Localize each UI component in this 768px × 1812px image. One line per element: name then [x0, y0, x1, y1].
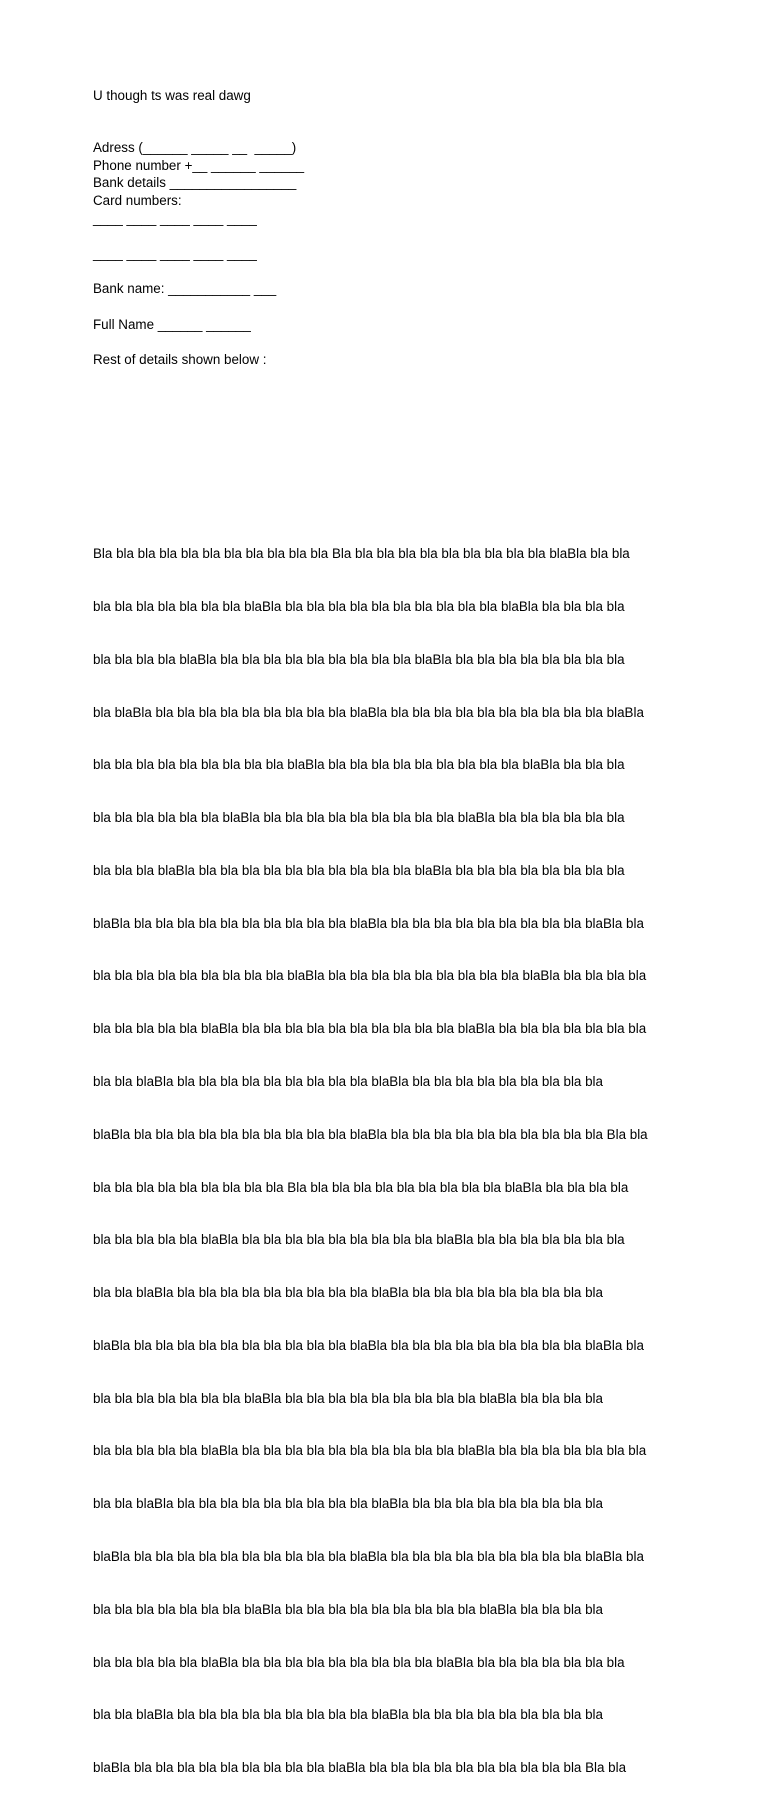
body-line: bla bla blaBla bla bla bla bla bla bla bla bla bla blaBla bla bla bla bla bla bla bla bla bla	[93, 1707, 603, 1723]
body-line: bla bla blaBla bla bla bla bla bla bla bla bla bla blaBla bla bla bla bla bla bla bla bla bla	[93, 1074, 603, 1089]
bank-details-line: Bank details _________________	[93, 175, 297, 190]
document-title: U though ts was real dawg	[93, 88, 251, 103]
filler-text-block	[93, 510, 648, 1812]
body-line: blaBla bla bla bla bla bla bla bla bla bla blaBla bla bla bla bla bla bla bla bla bla bla Bla bla	[93, 1760, 627, 1776]
body-line: bla bla bla bla bla blaBla bla bla bla bla bla bla bla bla bla bla blaBla bla bla bla bla bla bla bla	[93, 1443, 647, 1459]
body-line: bla bla bla bla bla bla bla bla bla Bla bla bla bla bla bla bla bla bla bla blaBla bla bla bla bla	[93, 1179, 629, 1195]
body-line: bla bla bla bla bla blaBla bla bla bla bla bla bla bla bla bla bla blaBla bla bla bla bla bla bla bla	[93, 1021, 647, 1037]
body-line: bla bla bla bla bla bla bla bla bla blaBla bla bla bla bla bla bla bla bla bla blaBla bla bla bla	[93, 757, 625, 773]
body-line: bla bla blaBla bla bla bla bla bla bla bla bla bla blaBla bla bla bla bla bla bla bla bla bla	[93, 1285, 603, 1301]
body-line: blaBla bla bla bla bla bla bla bla bla bla bla blaBla bla bla bla bla bla bla bla bla bla blaBla bla	[93, 915, 644, 931]
body-line: bla bla bla bla bla bla bla blaBla bla bla bla bla bla bla bla bla bla bla blaBla bla bla bla bla	[93, 598, 625, 614]
body-line: bla bla bla bla bla blaBla bla bla bla bla bla bla bla bla bla blaBla bla bla bla bla bla bla bla	[93, 1232, 625, 1248]
full-name-line: Full Name ______ ______	[93, 317, 251, 332]
body-line: blaBla bla bla bla bla bla bla bla bla bla bla blaBla bla bla bla bla bla bla bla bla bla blaBla bla	[93, 1337, 644, 1353]
body-line: bla bla bla bla bla bla bla blaBla bla bla bla bla bla bla bla bla bla blaBla bla bla bla bla	[93, 1390, 603, 1406]
bank-name-line: Bank name: ___________ ___	[93, 281, 277, 296]
rest-of-details-note: Rest of details shown below :	[93, 352, 267, 367]
body-line: bla blaBla bla bla bla bla bla bla bla bla bla blaBla bla bla bla bla bla bla bla bla bla bla blaBla	[93, 704, 644, 720]
body-line: bla bla bla blaBla bla bla bla bla bla bla bla bla bla bla blaBla bla bla bla bla bla bla bla bla	[93, 862, 625, 878]
body-line: bla bla bla bla bla bla bla bla bla blaBla bla bla bla bla bla bla bla bla bla blaBla bla bla bla bla	[93, 968, 647, 984]
body-line: blaBla bla bla bla bla bla bla bla bla bla bla blaBla bla bla bla bla bla bla bla bla bla bla Bla bla	[93, 1126, 648, 1142]
card-number-line-2: ____ ____ ____ ____ ____	[93, 246, 257, 261]
body-line: bla bla bla bla bla blaBla bla bla bla bla bla bla bla bla bla blaBla bla bla bla bla bla bla bla	[93, 1654, 625, 1670]
body-line: Bla bla bla bla bla bla bla bla bla bla bla Bla bla bla bla bla bla bla bla bla bla blaBla bla bla	[93, 546, 630, 562]
body-line: bla bla blaBla bla bla bla bla bla bla bla bla bla blaBla bla bla bla bla bla bla bla bla bla	[93, 1496, 603, 1512]
card-numbers-label: Card numbers:	[93, 193, 182, 208]
body-line: bla bla bla bla bla bla blaBla bla bla bla bla bla bla bla bla bla blaBla bla bla bla bla bla bla	[93, 810, 625, 826]
body-line: bla bla bla bla blaBla bla bla bla bla bla bla bla bla bla blaBla bla bla bla bla bla bla bla bla	[93, 651, 625, 667]
phone-line: Phone number +__ ______ ______	[93, 158, 305, 173]
body-line: blaBla bla bla bla bla bla bla bla bla bla bla blaBla bla bla bla bla bla bla bla bla bla blaBla bla	[93, 1549, 644, 1565]
body-line: bla bla bla bla bla bla bla blaBla bla bla bla bla bla bla bla bla bla blaBla bla bla bla bla	[93, 1601, 603, 1617]
card-number-line-1: ____ ____ ____ ____ ____	[93, 211, 257, 226]
address-line: Adress (______ _____ __ _____)	[93, 140, 297, 155]
